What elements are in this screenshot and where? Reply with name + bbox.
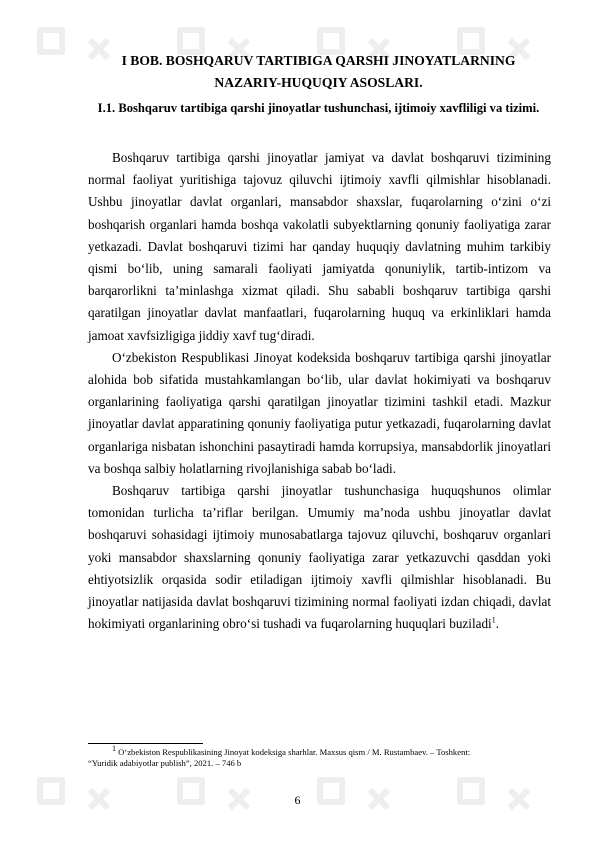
chapter-title: I BOB. BOSHQARUV TARTIBIGA QARSHI JINOYATLARNING NAZARIY-HUQUQIY ASOSLARI. <box>121 53 516 90</box>
footnote-marker: 1 <box>112 744 116 754</box>
page-number: 6 <box>294 793 301 807</box>
footnote-line-1 <box>88 744 551 758</box>
section-title: I.1. Boshqaruv tartibiga qarshi jinoyatlar tushunchasi, ijtimoiy xavfliligi va tizimi. <box>97 101 540 115</box>
footnote <box>88 744 551 769</box>
footnote-line-2: “Yuridik adabiyotlar publish”, 2021. – 746 b <box>88 758 242 768</box>
paragraph-2: O‘zbekiston Respublikasi Jinoyat kodeksida boshqaruv tartibiga qarshi jinoyatlar alohida bob sifatida mustahkamlangan bo‘lib, ular davlat hokimiyati va boshqaruv organlarining faoliyatiga qarshi qaratilgan jinoyatlar tizimini tashkil etadi. Mazkur jinoyatlar davlat apparatining qonuniy faoliyatiga putur yetkazadi, fuqarolarning davlat organlariga nisbatan ishonchini pasaytiradi hamda korrupsiya, mansabdorlik jinoyatlari va boshqa salbiy holatlarning rivojlanishiga sabab bo‘ladi. <box>88 349 551 476</box>
footnote-ref[interactable]: 1 <box>491 615 496 625</box>
paragraph-3-text: Boshqaruv tartibiga qarshi jinoyatlar tushunchasiga huquqshunos olimlar tomonidan turlicha ta’riflar berilgan. Umumiy ma’noda ushbu jinoyatlar davlat boshqaruvi sohasidagi ijtimoiy munosabatlarga tajovuz qiluvchi, boshqaruv organlari yoki mansabdor shaxslarning qonuniy faoliyatiga zarar yetkazuvchi qasddan yoki ehtiyotsizlik orqasida sodir etiladigan ijtimoiy xavfli qilmishlar hisoblanadi. Bu jinoyatlar natijasida davlat boshqaruvi tizimining normal faoliyati izdan chiqadi, davlat hokimiyati organlarining obro‘si tushadi va fuqarolarning huquqlari buziladi <box>88 483 551 632</box>
paragraph-3 <box>88 480 551 635</box>
body-text <box>88 147 551 635</box>
paragraph-3-end: . <box>495 616 500 632</box>
paragraph-1: Boshqaruv tartibiga qarshi jinoyatlar jamiyat va davlat boshqaruvi tizimining normal faoliyat yuritishiga tajovuz qiluvchi ijtimoiy xavfli qilmishlar hisoblanadi. Ushbu jinoyatlar davlat organlari, mansabdor shaxslar, fuqarolarning o‘zini o‘zi boshqarish organlari hamda boshqa vakolatli subyektlarning qonuniy faoliyatiga zarar yetkazadi. Davlat boshqaruvi tizimi har qanday huquqiy davlatning muhim tarkibiy qismi bo‘lib, uning samarali faoliyati jamiyatda qonuniylik, tartib-intizom va barqarorlikni ta’minlashga xizmat qiladi. Shu sababli boshqaruv tartibiga qarshi qaratilgan jinoyatlar davlat manfaatlari, fuqarolarning huquq va erkinliklari hamda jamoat xavfsizligiga jiddiy xavf tug‘diradi. <box>88 150 551 343</box>
footnote-divider <box>88 743 203 744</box>
footnote-text-1: O‘zbekiston Respublikasining Jinoyat kodeksiga sharhlar. Maxsus qism / M. Rustambaev. – Toshkent: <box>118 747 471 757</box>
